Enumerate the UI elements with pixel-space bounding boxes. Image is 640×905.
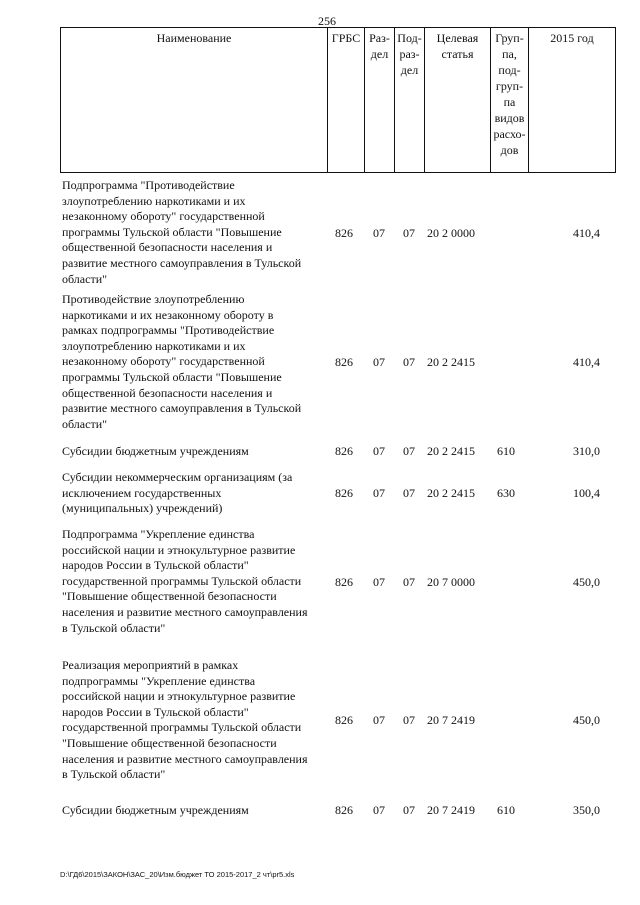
row-razdel: 07 (373, 803, 385, 817)
row-razdel: 07 (373, 486, 385, 500)
row-razdel: 07 (373, 226, 385, 240)
row-podrazdel: 07 (403, 355, 415, 369)
row-podrazdel: 07 (403, 486, 415, 500)
row-name: Реализация мероприятий в рамках подпрограммы "Укрепление единства российской нации и этнокультурное развитие народов России в Тульской области" государственной программы Тульской области "Повышение общественной безопасности населения и развитие местного самоуправления в Тульской области" (62, 658, 308, 782)
row-podrazdel: 07 (403, 575, 415, 589)
row-grbs: 826 (335, 486, 353, 500)
col-header-grbs: ГРБС (328, 28, 365, 173)
row-razdel: 07 (373, 713, 385, 727)
table-header (60, 27, 616, 173)
page-number: 256 (318, 14, 336, 28)
row-name: Подпрограмма "Укрепление единства российской нации и этнокультурное развитие народов России в Тульской области" государственной программы Тульской области "Повышение общественной безопасности населения и развитие местного самоуправления в Тульской области" (62, 527, 308, 635)
row-target: 20 2 2415 (427, 444, 475, 458)
col-header-name: Наименование (61, 28, 328, 173)
row-grbs: 826 (335, 713, 353, 727)
col-header-year: 2015 год (529, 28, 616, 173)
row-amount: 310,0 (573, 444, 600, 458)
row-vid: 610 (497, 803, 515, 817)
row-podrazdel: 07 (403, 226, 415, 240)
row-amount: 410,4 (573, 226, 600, 240)
row-amount: 350,0 (573, 803, 600, 817)
row-podrazdel: 07 (403, 713, 415, 727)
row-grbs: 826 (335, 444, 353, 458)
row-name: Подпрограмма "Противодействие злоупотреблению наркотиками и их незаконному обороту" государственной программы Тульской области "Повышение общественной безопасности населения и развитие местного самоуправления в Тульской области" (62, 178, 302, 286)
row-amount: 450,0 (573, 575, 600, 589)
footer-file-path: D:\ГД6\2015\ЗАКОН\ЗАС_20\Изм.бюджет ТО 2015-2017_2 чт\pr5.xls (60, 870, 295, 879)
row-razdel: 07 (373, 355, 385, 369)
row-grbs: 826 (335, 575, 353, 589)
row-grbs: 826 (335, 226, 353, 240)
row-amount: 100,4 (573, 486, 600, 500)
col-header-vid: Груп- па, под- груп- па видов расхо- дов (491, 28, 529, 173)
row-razdel: 07 (373, 444, 385, 458)
row-grbs: 826 (335, 803, 353, 817)
row-grbs: 826 (335, 355, 353, 369)
row-target: 20 7 2419 (427, 803, 475, 817)
row-name: Противодействие злоупотреблению наркотиками и их незаконному обороту в рамках подпрограммы "Противодействие злоупотреблению наркотиками и их незаконному обороту" государственной программы Тульской области "Повышение общественной безопасности населения и развитие местного самоуправления в Тульской области" (62, 292, 302, 431)
row-target: 20 2 0000 (427, 226, 475, 240)
col-header-podrazdel: Под- раз- дел (395, 28, 425, 173)
row-podrazdel: 07 (403, 803, 415, 817)
row-razdel: 07 (373, 575, 385, 589)
row-vid: 630 (497, 486, 515, 500)
row-target: 20 2 2415 (427, 486, 475, 500)
row-amount: 410,4 (573, 355, 600, 369)
row-vid: 610 (497, 444, 515, 458)
row-podrazdel: 07 (403, 444, 415, 458)
row-name: Субсидии бюджетным учреждениям (62, 803, 249, 817)
row-amount: 450,0 (573, 713, 600, 727)
col-header-razdel: Раз- дел (365, 28, 395, 173)
row-target: 20 7 2419 (427, 713, 475, 727)
row-name: Субсидии некоммерческим организациям (за исключением государственных (муниципальных) учреждений) (62, 470, 293, 516)
col-header-target: Целевая статья (425, 28, 491, 173)
row-name: Субсидии бюджетным учреждениям (62, 444, 249, 458)
row-target: 20 7 0000 (427, 575, 475, 589)
row-target: 20 2 2415 (427, 355, 475, 369)
